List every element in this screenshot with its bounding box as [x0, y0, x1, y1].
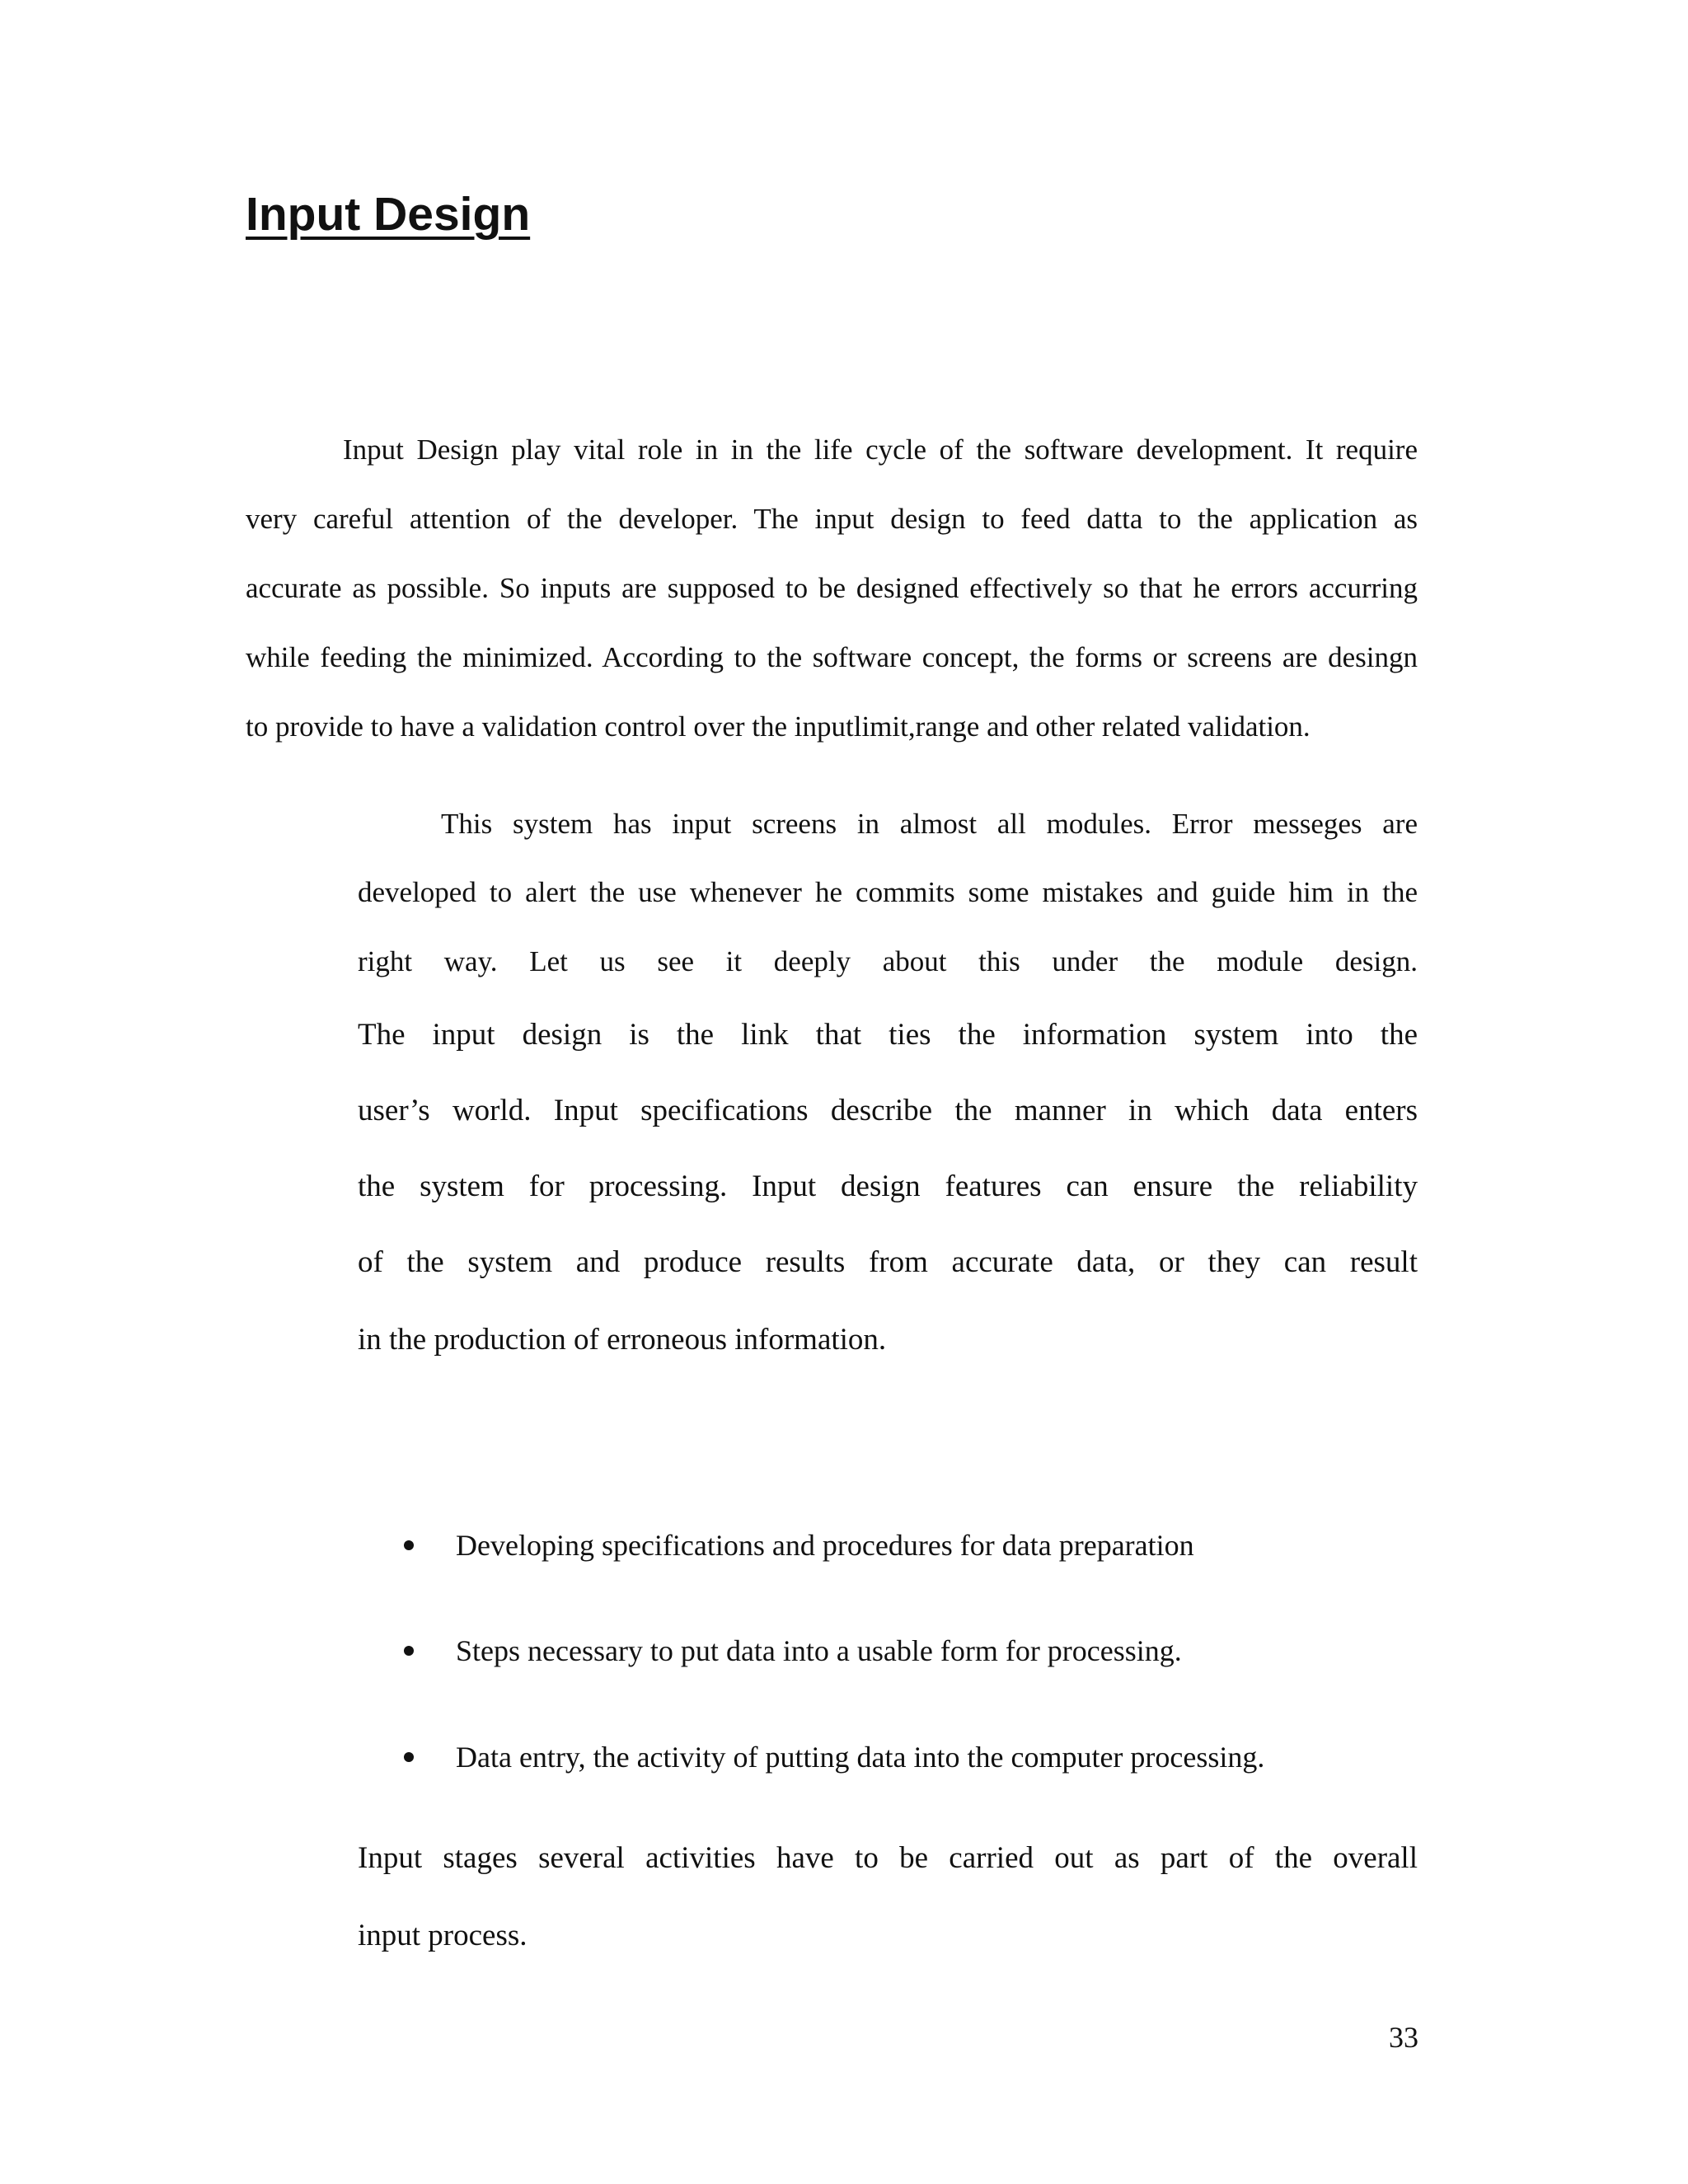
- paragraph-1-line: Input Design play vital role in in the life cycle of the software development. It require: [343, 434, 1418, 466]
- bullet-icon: [404, 1752, 414, 1762]
- paragraph-2-line: user’s world. Input specifications describe the manner in which data enters: [358, 1094, 1418, 1127]
- paragraph-2-line: right way. Let us see it deeply about this under the module design.: [358, 945, 1418, 977]
- bullet-text: Developing specifications and procedures for data preparation: [456, 1529, 1194, 1562]
- bullet-icon: [404, 1540, 414, 1550]
- paragraph-2-line: This system has input screens in almost all modules. Error messeges are: [441, 808, 1418, 840]
- page-number: 33: [1389, 2021, 1418, 2054]
- paragraph-1-line: while feeding the minimized. According to the software concept, the forms or screens are desingn: [246, 641, 1418, 673]
- paragraph-2-line: in the production of erroneous information.: [358, 1323, 887, 1357]
- paragraph-2-line: developed to alert the use whenever he commits some mistakes and guide him in the: [358, 876, 1418, 908]
- paragraph-2-line: the system for processing. Input design features can ensure the reliability: [358, 1169, 1418, 1203]
- paragraph-1-line: accurate as possible. So inputs are supposed to be designed effectively so that he errors accurring: [246, 572, 1418, 604]
- paragraph-2-line: of the system and produce results from accurate data, or they can result: [358, 1245, 1418, 1279]
- paragraph-1-line: to provide to have a validation control over the inputlimit,range and other related validation.: [246, 710, 1311, 743]
- section-title: Input Design: [246, 188, 531, 241]
- bullet-text: Data entry, the activity of putting data into the computer processing.: [456, 1741, 1265, 1774]
- paragraph-2-line: The input design is the link that ties the information system into the: [358, 1018, 1418, 1052]
- bullet-text: Steps necessary to put data into a usable form for processing.: [456, 1634, 1182, 1667]
- paragraph-1-line: very careful attention of the developer. The input design to feed datta to the application as: [246, 503, 1418, 535]
- bullet-icon: [404, 1646, 414, 1656]
- paragraph-3-line: Input stages several activities have to be carried out as part of the overall: [358, 1841, 1418, 1875]
- paragraph-3-line: input process.: [358, 1919, 528, 1952]
